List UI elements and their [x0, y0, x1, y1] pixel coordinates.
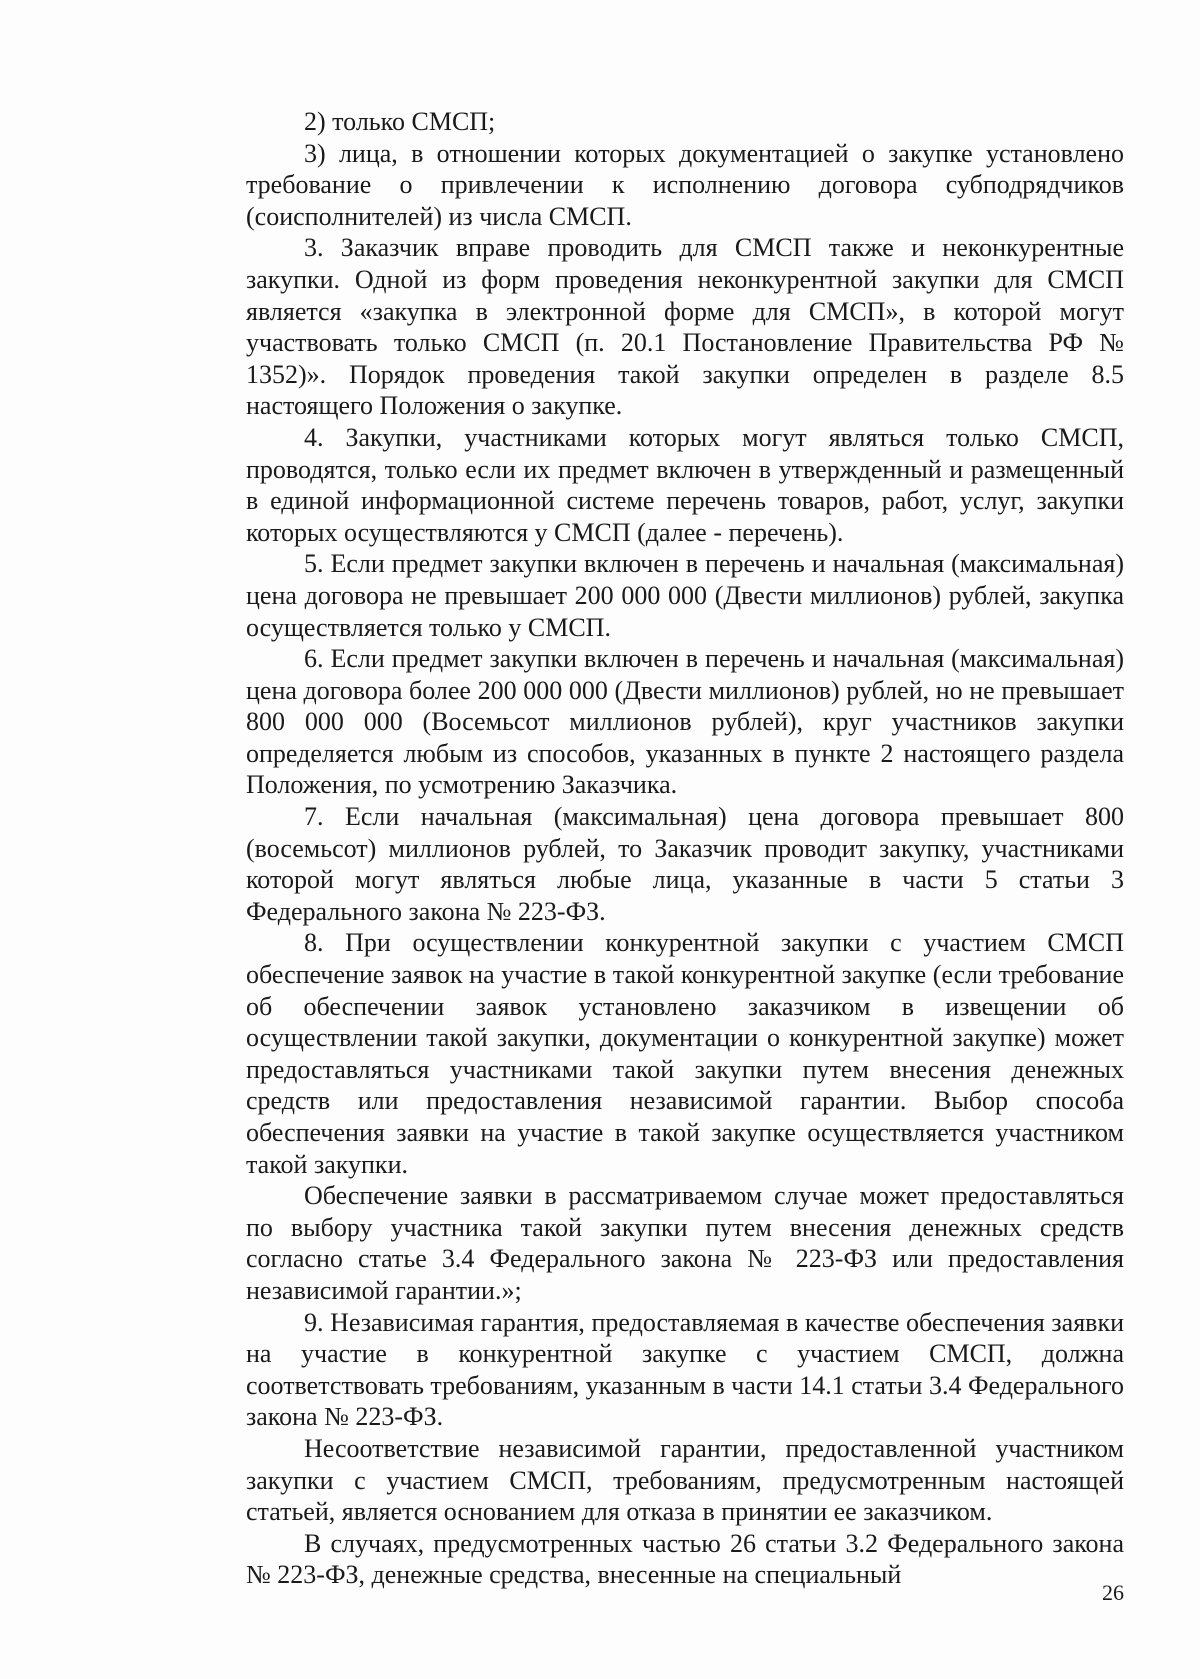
paragraph: 3. Заказчик вправе проводить для СМСП также и неконкурентные закупки. Одной из форм проведения неконкурентной закупки для СМСП является «закупка в электронной форме для СМСП», в которой могут участвовать только СМСП (п. 20.1 Постановление Правительства РФ № 1352)». Порядок проведения такой закупки определен в разделе 8.5 настоящего Положения о закупке.: [246, 233, 1124, 421]
paragraph: 8. При осуществлении конкурентной закупки с участием СМСП обеспечение заявок на участие в такой конкурентной закупке (если требование об обеспечении заявок установлено заказчиком в извещении об осуществлении такой закупки, документации о конкурентной закупке) может предоставляться участниками такой закупки путем внесения денежных средств или предоставления независимой гарантии. Выбор способа обеспечения заявки на участие в такой закупке осуществляется участником такой закупки.: [246, 928, 1124, 1179]
paragraph: В случаях, предусмотренных частью 26 статьи 3.2 Федерального закона № 223-ФЗ, денежные средства, внесенные на специальный: [246, 1528, 1124, 1590]
paragraph: 2) только СМСП;: [304, 107, 496, 136]
paragraph: 6. Если предмет закупки включен в перечень и начальная (максимальная) цена договора более 200 000 000 (Двести миллионов) рублей, но не превышает 800 000 000 (Восемьсот миллионов рублей), круг участников закупки определяется любым из способов, указанных в пункте 2 настоящего раздела Положения, по усмотрению Заказчика.: [246, 644, 1124, 800]
paragraph: 3) лица, в отношении которых документацией о закупке установлено требование о привлечении к исполнению договора субподрядчиков (соисполнителей) из числа СМСП.: [246, 138, 1124, 231]
paragraph: Несоответствие независимой гарантии, предоставленной участником закупки с участием СМСП, требованиям, предусмотренным настоящей статьей, является основанием для отказа в принятии ее заказчиком.: [246, 1433, 1124, 1527]
document-body: [246, 106, 1124, 1591]
paragraph: 7. Если начальная (максимальная) цена договора превышает 800 (восемьсот) миллионов рублей, то Заказчик проводит закупку, участниками которой могут являться любые лица, указанные в части 5 статьи 3 Федерального закона № 223-ФЗ.: [246, 802, 1124, 926]
paragraph: 4. Закупки, участниками которых могут являться только СМСП, проводятся, только если их предмет включен в утвержденный и размещенный в единой информационной системе перечень товаров, работ, услуг, закупки которых осуществляются у СМСП (далее - перечень).: [246, 422, 1124, 547]
paragraph: 9. Независимая гарантия, предоставляемая в качестве обеспечения заявки на участие в конкурентной закупке с участием СМСП, должна соответствовать требованиям, указанным в части 14.1 статьи 3.4 Федерального закона № 223-ФЗ.: [246, 1307, 1124, 1432]
page-number: 26: [1102, 1580, 1124, 1605]
paragraph: Обеспечение заявки в рассматриваемом случае может предоставляться по выбору участника такой закупки путем внесения денежных средств согласно статье 3.4 Федерального закона № 223-ФЗ или предоставления независимой гарантии.»;: [246, 1181, 1124, 1305]
paragraph: 5. Если предмет закупки включен в перечень и начальная (максимальная) цена договора не превышает 200 000 000 (Двести миллионов) рублей, закупка осуществляется только у СМСП.: [246, 549, 1124, 642]
